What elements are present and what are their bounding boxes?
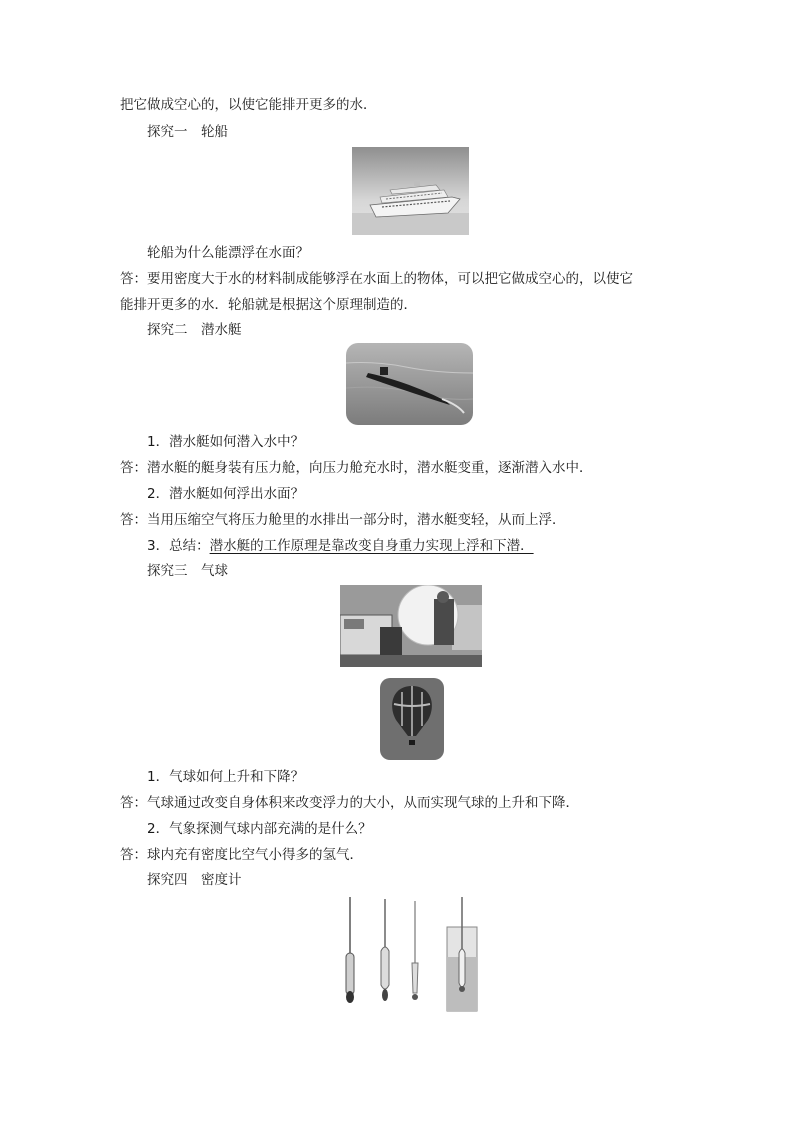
answer-balloon-gas: 答：球内充有密度比空气小得多的氢气． (120, 847, 363, 863)
submarine-photo (346, 343, 473, 425)
summary-body: 潜水艇的工作原理是靠改变自身重力实现上浮和下潜． (209, 538, 534, 554)
answer-submarine-dive: 答：潜水艇的艇身装有压力舱，向压力舱充水时，潜水艇变重，逐渐潜入水中． (120, 460, 593, 476)
hot-air-balloon-photo (380, 678, 444, 760)
summary-submarine (147, 537, 534, 555)
summary-prefix: 3．总结： (147, 538, 210, 554)
cruise-ship-photo (352, 147, 469, 235)
question-balloon-gas: 2．气象探测气球内部充满的是什么？ (147, 821, 372, 837)
hydrometer-photo (335, 893, 485, 1013)
question-submarine-dive: 1．潜水艇如何潜入水中？ (147, 434, 305, 450)
answer-ship-line1: 答：要用密度大于水的材料制成能够浮在水面上的物体，可以把它做成空心的，以使它 (120, 271, 633, 287)
section-heading-submarine: 探究二 潜水艇 (147, 322, 242, 338)
question-ship: 轮船为什么能漂浮在水面？ (147, 245, 309, 261)
weather-balloon-photo (340, 585, 482, 667)
question-balloon-rise: 1．气球如何上升和下降？ (147, 769, 305, 785)
section-heading-balloon: 探究三 气球 (147, 563, 228, 579)
section-heading-hydrometer: 探究四 密度计 (147, 872, 242, 888)
answer-ship-line2: 能排开更多的水．轮船就是根据这个原理制造的． (120, 297, 417, 313)
answer-balloon-rise: 答：气球通过改变自身体积来改变浮力的大小，从而实现气球的上升和下降． (120, 795, 579, 811)
question-submarine-surface: 2．潜水艇如何浮出水面？ (147, 486, 305, 502)
section-heading-ship: 探究一 轮船 (147, 124, 228, 140)
intro-line: 把它做成空心的，以使它能排开更多的水． (120, 97, 377, 113)
answer-submarine-surface: 答：当用压缩空气将压力舱里的水排出一部分时，潜水艇变轻，从而上浮． (120, 512, 566, 528)
